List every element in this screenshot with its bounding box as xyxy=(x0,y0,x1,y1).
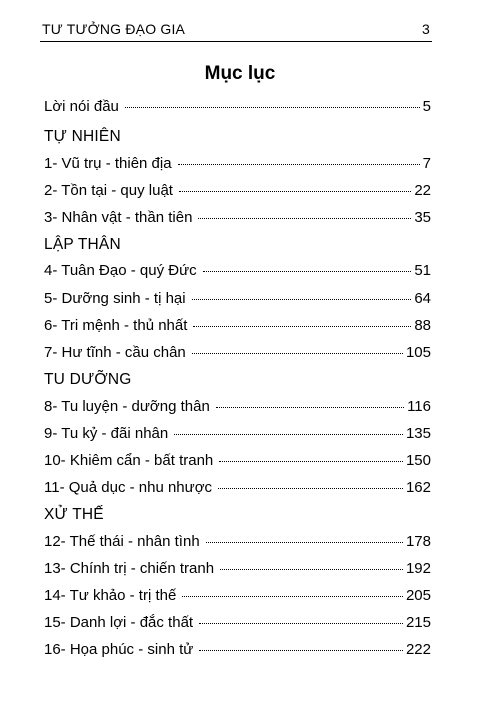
toc-entry-page: 150 xyxy=(405,452,431,469)
toc-entry[interactable] xyxy=(44,155,431,175)
toc-entry-page: 105 xyxy=(405,344,431,361)
toc-entry[interactable] xyxy=(44,614,431,634)
toc-entry-label: 1- Vũ trụ - thiên địa xyxy=(44,155,172,172)
header-rule xyxy=(40,41,432,42)
toc-entry[interactable] xyxy=(44,641,431,661)
toc-entry-label: 14- Tư khảo - trị thế xyxy=(44,587,177,604)
toc-title: Mục lục xyxy=(204,63,276,84)
dot-leader xyxy=(206,530,403,543)
toc-entry-label: 5- Dưỡng sinh - tị hại xyxy=(44,290,186,307)
toc-entry[interactable] xyxy=(44,533,431,553)
toc-entry[interactable] xyxy=(44,344,431,364)
toc-entry-page: 192 xyxy=(405,560,431,577)
toc-entry-label: 4- Tuân Đạo - quý Đức xyxy=(44,262,197,279)
dot-leader xyxy=(192,287,412,300)
toc-entry-label: 11- Quả dục - nhu nhược xyxy=(44,479,213,496)
dot-leader xyxy=(178,152,420,165)
toc-entry-label: Lời nói đầu xyxy=(44,98,119,115)
toc-entry-page: 5 xyxy=(422,98,431,115)
toc-entry-label: 2- Tồn tại - quy luật xyxy=(44,182,173,199)
dot-leader xyxy=(192,341,403,354)
toc-entry-page: 205 xyxy=(405,587,431,604)
toc-entry[interactable] xyxy=(44,290,431,310)
toc-entry-page: 116 xyxy=(407,398,431,415)
toc-entry-page: 178 xyxy=(405,533,431,550)
toc-entry[interactable] xyxy=(44,560,431,580)
toc-entry-label: 10- Khiêm cẩn - bất tranh xyxy=(44,452,214,469)
toc-entry-page: 51 xyxy=(414,262,431,279)
running-header xyxy=(42,17,430,37)
toc-entry-page: 162 xyxy=(405,479,431,496)
toc-entry-page: 22 xyxy=(414,182,431,199)
toc-entry-page: 35 xyxy=(414,209,431,226)
toc-entry-page: 7 xyxy=(422,155,431,172)
dot-leader xyxy=(198,206,411,219)
toc-entry[interactable] xyxy=(44,587,431,607)
toc-entry-label: 12- Thế thái - nhân tình xyxy=(44,533,200,550)
toc-entry-page: 64 xyxy=(414,290,431,307)
dot-leader xyxy=(193,314,411,327)
toc-entry-label: 15- Danh lợi - đắc thất xyxy=(44,614,194,631)
dot-leader xyxy=(220,557,403,570)
section-heading: TU DƯỠNG xyxy=(44,371,132,388)
toc-entry-label: 7- Hư tĩnh - cầu chân xyxy=(44,344,186,361)
toc-entry-preface[interactable] xyxy=(44,98,431,118)
toc-entry[interactable] xyxy=(44,479,431,499)
section-heading: XỬ THẾ xyxy=(44,506,104,523)
toc-entry-page: 135 xyxy=(405,425,431,442)
dot-leader xyxy=(125,95,420,108)
toc-entry-label: 8- Tu luyện - dưỡng thân xyxy=(44,398,210,415)
toc-entry-label: 16- Họa phúc - sinh tử xyxy=(44,641,194,658)
toc-entry[interactable] xyxy=(44,398,431,418)
toc-entry[interactable] xyxy=(44,452,431,472)
toc-entry[interactable] xyxy=(44,317,431,337)
dot-leader xyxy=(219,449,403,462)
dot-leader xyxy=(179,179,411,192)
toc-entry[interactable] xyxy=(44,182,431,202)
toc-entry-page: 222 xyxy=(405,641,431,658)
dot-leader xyxy=(182,584,403,597)
dot-leader xyxy=(203,259,412,272)
toc-entry[interactable] xyxy=(44,209,431,229)
running-title: TƯ TƯỞNG ĐẠO GIA xyxy=(42,21,186,37)
toc-entry-page: 215 xyxy=(405,614,431,631)
toc-entry[interactable] xyxy=(44,262,431,282)
dot-leader xyxy=(199,638,403,651)
toc-entry-label: 9- Tu kỷ - đãi nhân xyxy=(44,425,169,442)
section-heading: TỰ NHIÊN xyxy=(44,128,121,145)
dot-leader xyxy=(199,611,403,624)
dot-leader xyxy=(216,395,404,408)
toc-entry-label: 13- Chính trị - chiến tranh xyxy=(44,560,215,577)
page-number: 3 xyxy=(422,21,430,37)
toc-entry-page: 88 xyxy=(414,317,431,334)
toc-entry-label: 6- Tri mệnh - thủ nhất xyxy=(44,317,188,334)
dot-leader xyxy=(218,476,403,489)
dot-leader xyxy=(174,422,403,435)
toc-entry-label: 3- Nhân vật - thần tiên xyxy=(44,209,193,226)
section-heading: LẬP THÂN xyxy=(44,236,121,253)
toc-entry[interactable] xyxy=(44,425,431,445)
